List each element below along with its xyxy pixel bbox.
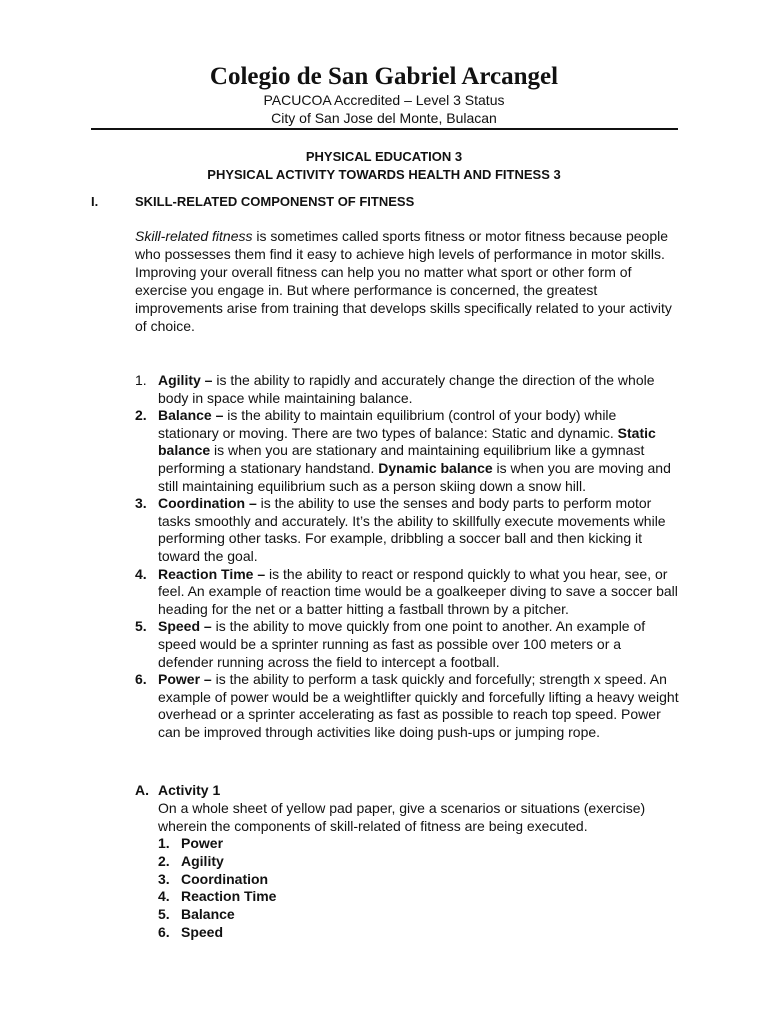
activity-letter: A.	[135, 782, 149, 798]
item-text: is when you are moving and still maintaining equilibrium such as a person skiing down a snow hill.	[158, 459, 671, 494]
item-label: Balance	[181, 906, 235, 923]
item-text: is the ability to maintain equilibrium (control of your body) while stationary or moving. There are two types of balance: Static and dynamic.	[158, 407, 618, 441]
item-term: Speed –	[158, 618, 212, 635]
list-item	[135, 372, 680, 407]
list-item	[158, 835, 680, 853]
item-term: Reaction Time –	[158, 565, 266, 582]
header-divider	[91, 128, 678, 130]
list-item	[135, 495, 680, 565]
list-item	[158, 906, 680, 924]
list-item	[158, 871, 680, 889]
section-number: I.	[91, 194, 99, 209]
list-item	[135, 407, 680, 495]
components-list	[135, 372, 680, 741]
item-label: Agility	[181, 852, 224, 869]
item-text: is the ability to rapidly and accurately change the direction of the whole body in space while maintaining balance.	[158, 372, 655, 406]
item-term: Balance –	[158, 407, 224, 424]
item-number: 4.	[158, 888, 170, 905]
item-label: Reaction Time	[181, 888, 277, 905]
item-term: Agility –	[158, 372, 213, 388]
activity-instructions: On a whole sheet of yellow pad paper, give a scenarios or situations (exercise) wherein the components of skill-related of fitness are being executed.	[158, 800, 646, 834]
item-label: Power	[181, 835, 224, 851]
item-number: 1.	[135, 372, 147, 388]
item-number: 6.	[135, 671, 147, 688]
item-term: Dynamic balance	[378, 459, 493, 476]
item-term: Static balance	[158, 424, 656, 459]
item-label: Coordination	[181, 870, 269, 887]
item-text: is the ability to react or respond quickly to what you hear, see, or feel. An example of reaction time would be a goalkeeper diving to save a soccer ball heading for the net or a batter hitting a fastball thrown by a pitcher.	[158, 565, 678, 617]
list-item	[158, 924, 680, 942]
list-item	[135, 618, 680, 671]
activity-title: Activity 1	[158, 782, 221, 798]
intro-text: is sometimes called sports fitness or motor fitness because people who possesses them find it easy to achieve high levels of performance in motor skills. Improving your overall fitness can help you no matter what sport or other form of exercise you engage in. But where performance is concerned, the greatest improvements arise from training that develops skills specifically related to your activity of choice.	[135, 228, 672, 334]
item-text: is when you are stationary and maintaining equilibrium like a gymnast performing a stationary handstand.	[158, 442, 645, 476]
item-number: 2.	[158, 852, 170, 869]
activity-items	[135, 835, 680, 942]
item-number: 1.	[158, 835, 170, 851]
list-item	[135, 671, 680, 741]
item-term: Coordination –	[158, 495, 257, 512]
section-title: SKILL-RELATED COMPONENST OF FITNESS	[135, 194, 415, 209]
activity-section	[135, 781, 680, 942]
item-number: 3.	[135, 495, 147, 512]
course-title: PHYSICAL EDUCATION 3	[305, 149, 463, 164]
item-number: 6.	[158, 923, 170, 940]
item-number: 3.	[158, 870, 170, 887]
list-item	[158, 888, 680, 906]
item-number: 5.	[135, 618, 147, 635]
accreditation-line: PACUCOA Accredited – Level 3 Status	[263, 92, 505, 108]
item-label: Speed	[181, 923, 224, 940]
list-item	[158, 853, 680, 871]
item-text: is the ability to perform a task quickly and forcefully; strength x speed. An example of power would be a weightlifter quickly and forcefully lifting a heavy weight overhead or a sprinter accelerating as fast as possible to reach top speed. Power can be improved through activities like doing push-ups or jumping rope.	[158, 671, 679, 740]
activity-heading	[135, 781, 680, 799]
item-term: Power –	[158, 671, 212, 688]
location-line: City of San Jose del Monte, Bulacan	[271, 110, 497, 126]
intro-paragraph	[135, 227, 680, 335]
school-name: Colegio de San Gabriel Arcangel	[209, 63, 559, 90]
item-number: 2.	[135, 407, 147, 424]
intro-term: Skill-related fitness	[135, 228, 253, 244]
list-item	[135, 566, 680, 619]
item-number: 4.	[135, 565, 147, 582]
item-number: 5.	[158, 906, 170, 923]
item-text: is the ability to move quickly from one point to another. An example of speed would be a sprinter running as fast as possible over 100 meters or a defender running across the field to intercept a football.	[158, 618, 646, 670]
item-text: is the ability to use the senses and body parts to perform motor tasks smoothly and accurately. It’s the ability to skillfully execute movements while performing other tasks. For example, dribbling a soccer ball and then kicking it toward the goal.	[158, 495, 666, 564]
course-subtitle: PHYSICAL ACTIVITY TOWARDS HEALTH AND FITNESS 3	[207, 167, 561, 182]
